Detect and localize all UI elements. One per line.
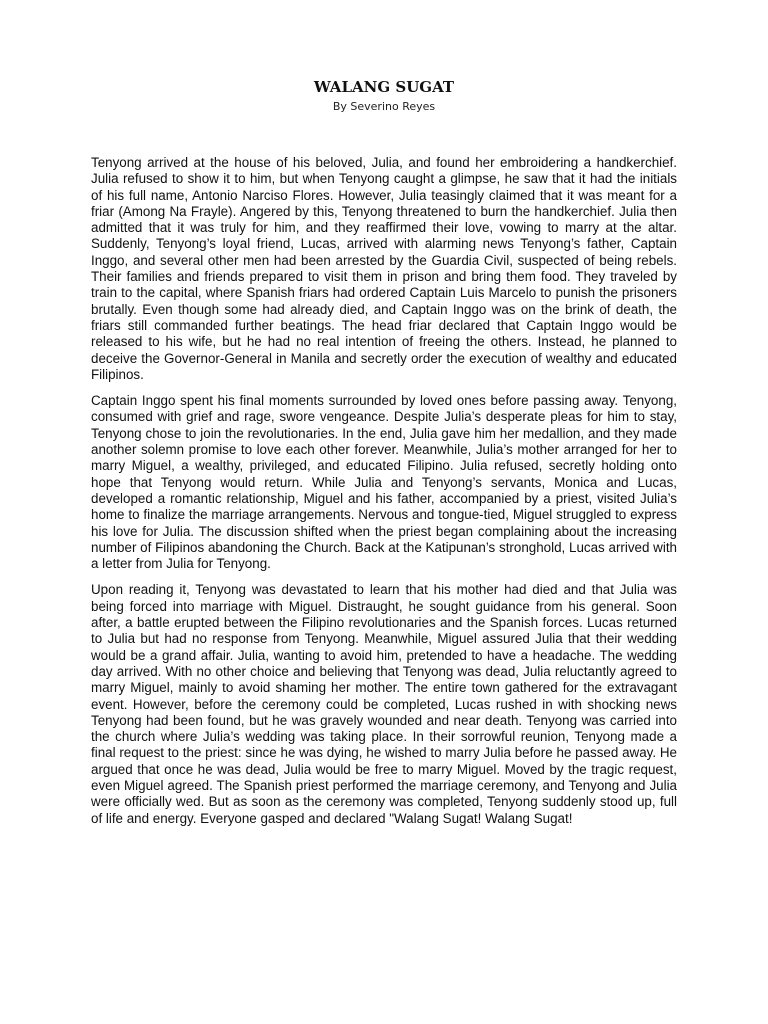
paragraph-1: Tenyong arrived at the house of his beloved, Julia, and found her embroidering a handkerchief. Julia refused to show it to him, but when Tenyong caught a glimpse, he saw that it had the initials of his full name, Antonio Narciso Flores. However, Julia teasingly claimed that it was meant for a friar (Among Na Frayle). Angered by this, Tenyong threatened to burn the handkerchief. Julia then admitted that it was truly for him, and they reaffirmed their love, vowing to marry at the altar. Suddenly, Tenyong’s loyal friend, Lucas, arrived with alarming news Tenyong’s father, Captain Inggo, and several other men had been arrested by the Guardia Civil, suspected of being rebels. Their families and friends prepared to visit them in prison and bring them food. They traveled by train to the capital, where Spanish friars had ordered Captain Luis Marcelo to punish the prisoners brutally. Even though some had already died, and Captain Inggo was on the brink of death, the friars still commanded further beatings. The head friar declared that Captain Inggo would be released to his wife, but he had no real intention of freeing the others. Instead, he planned to deceive the Governor-General in Manila and secretly order the execution of wealthy and educated Filipinos. bbox=[91, 155, 677, 382]
document-title: WALANG SUGAT bbox=[313, 78, 455, 96]
document-author: By Severino Reyes bbox=[332, 100, 436, 113]
paragraph-2: Captain Inggo spent his final moments surrounded by loved ones before passing away. Tenyong, consumed with grief and rage, swore vengeance. Despite Julia’s desperate pleas for him to stay, Tenyong chose to join the revolutionaries. In the end, Julia gave him her medallion, and they made another solemn promise to love each other forever. Meanwhile, Julia’s mother arranged for her to marry Miguel, a wealthy, privileged, and educated Filipino. Julia refused, secretly holding onto hope that Tenyong would return. While Julia and Tenyong’s servants, Monica and Lucas, developed a romantic relationship, Miguel and his father, accompanied by a priest, visited Julia’s home to finalize the marriage arrangements. Nervous and tongue-tied, Miguel struggled to express his love for Julia. The discussion shifted when the priest began complaining about the increasing number of Filipinos abandoning the Church. Back at the Katipunan’s stronghold, Lucas arrived with a letter from Julia for Tenyong. bbox=[91, 393, 677, 572]
paragraph-3: Upon reading it, Tenyong was devastated to learn that his mother had died and that Julia was being forced into marriage with Miguel. Distraught, he sought guidance from his general. Soon after, a battle erupted between the Filipino revolutionaries and the Spanish forces. Lucas returned to Julia but had no response from Tenyong. Meanwhile, Miguel assured Julia that their wedding would be a grand affair. Julia, wanting to avoid him, pretended to have a headache. The wedding day arrived. With no other choice and believing that Tenyong was dead, Julia reluctantly agreed to marry Miguel, mainly to avoid shaming her mother. The entire town gathered for the extravagant event. However, before the ceremony could be completed, Lucas rushed in with shocking news Tenyong had been found, but he was gravely wounded and near death. Tenyong was carried into the church where Julia’s wedding was taking place. In their sorrowful reunion, Tenyong made a final request to the priest: since he was dying, he wished to marry Julia before he passed away. He argued that once he was dead, Julia would be free to marry Miguel. Moved by the tragic request, even Miguel agreed. The Spanish priest performed the marriage ceremony, and Tenyong and Julia were officially wed. But as soon as the ceremony was completed, Tenyong suddenly stood up, full of life and energy. Everyone gasped and declared "Walang Sugat! Walang Sugat! bbox=[91, 582, 677, 826]
document-body bbox=[91, 155, 677, 837]
